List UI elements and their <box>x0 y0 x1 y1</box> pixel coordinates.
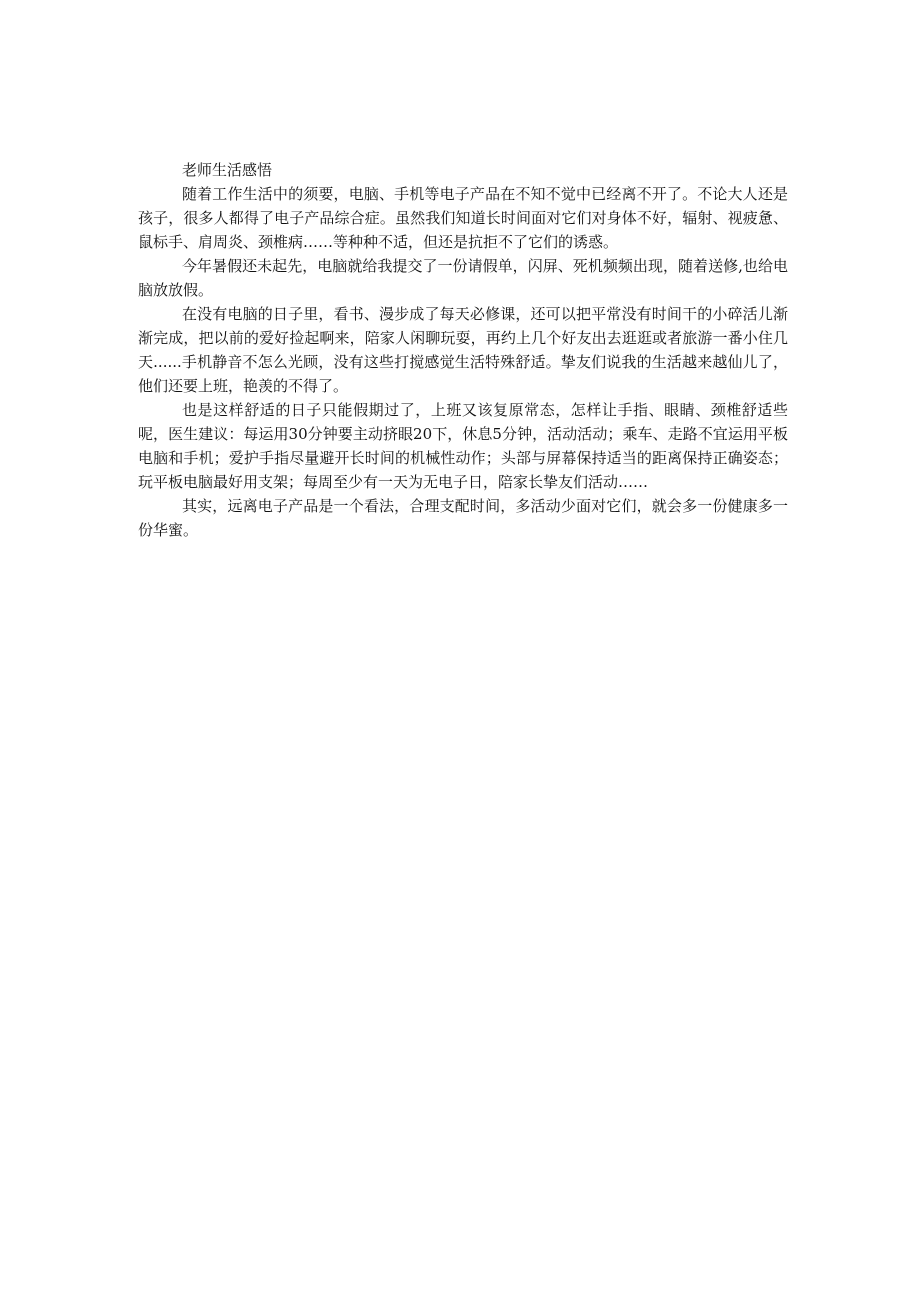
document-body <box>138 158 788 542</box>
paragraph-4: 也是这样舒适的日子只能假期过了，上班又该复原常态，怎样让手指、眼睛、颈椎舒适些呢，医生建议：每运用30分钟要主动挤眼20下，休息5分钟，活动活动；乘车、走路不宜运用平板电脑和手机；爱护手指尽量避开长时间的机械性动作；头部与屏幕保持适当的距离保持正确姿态；玩平板电脑最好用支架；每周至少有一天为无电子日，陪家长挚友们活动…… <box>138 401 788 491</box>
paragraph-1: 随着工作生活中的须要，电脑、手机等电子产品在不知不觉中已经离不开了。不论大人还是孩子，很多人都得了电子产品综合症。虽然我们知道长时间面对它们对身体不好，辐射、视疲惫、鼠标手、肩周炎、颈椎病……等种种不适，但还是抗拒不了它们的诱惑。 <box>138 185 788 251</box>
paragraph-3: 在没有电脑的日子里，看书、漫步成了每天必修课，还可以把平常没有时间干的小碎活儿渐渐完成，把以前的爱好捡起啊来，陪家人闲聊玩耍，再约上几个好友出去逛逛或者旅游一番小住几天......手机静音不怎么光顾，没有这些打搅感觉生活特殊舒适。挚友们说我的生活越来越仙儿了，他们还要上班，艳羡的不得了。 <box>138 305 788 395</box>
document-title: 老师生活感悟 <box>182 161 273 179</box>
paragraph-5: 其实，远离电子产品是一个看法，合理支配时间，多活动少面对它们，就会多一份健康多一份华蜜。 <box>138 497 788 539</box>
paragraph-2: 今年暑假还未起先，电脑就给我提交了一份请假单，闪屏、死机频频出现，随着送修,也给电脑放放假。 <box>138 257 788 299</box>
